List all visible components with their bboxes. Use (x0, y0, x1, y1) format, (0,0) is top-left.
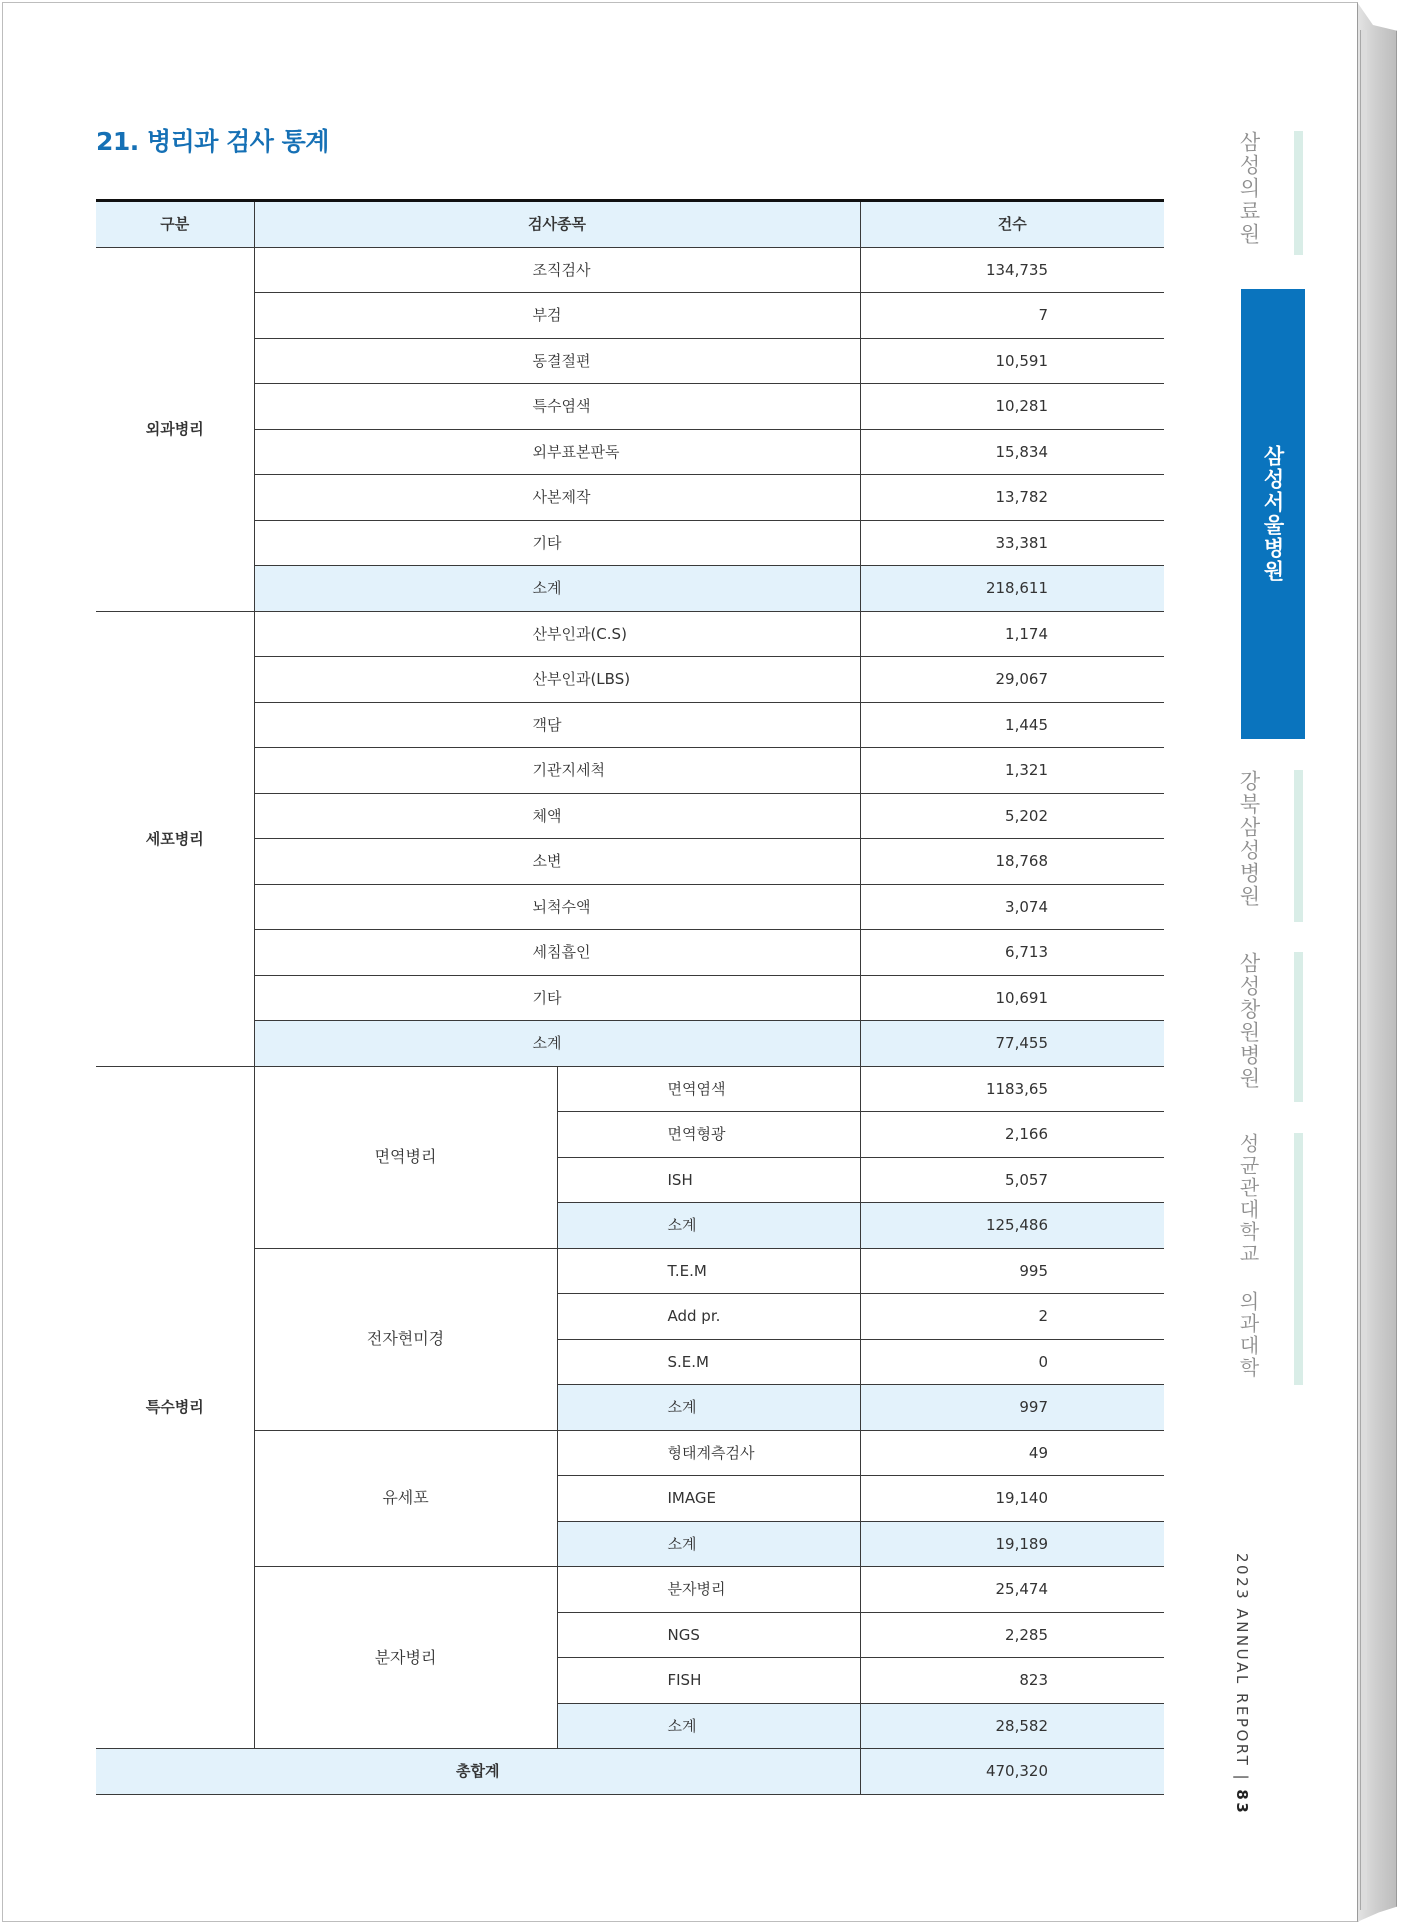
table-row (96, 793, 1164, 839)
item-cell: Add pr. (557, 1294, 860, 1340)
table-row (96, 839, 1164, 885)
item-cell: 산부인과(C.S) (254, 611, 860, 657)
item-cell: 면역형광 (557, 1112, 860, 1158)
table-row (96, 930, 1164, 976)
subcategory-label: 분자병리 (254, 1567, 557, 1749)
page-footer (1233, 1553, 1251, 1815)
subtotal-label: 소계 (557, 1385, 860, 1431)
count-cell: 2,166 (860, 1112, 1164, 1158)
side-tab-active[interactable] (1241, 289, 1305, 739)
item-cell: 동결절편 (254, 338, 860, 384)
subtotal-count: 218,611 (860, 566, 1164, 612)
page-number: 83 (1233, 1789, 1251, 1816)
table-row (96, 520, 1164, 566)
item-cell: 기타 (254, 520, 860, 566)
count-cell: 1,445 (860, 702, 1164, 748)
category-label: 외과병리 (96, 247, 254, 611)
item-cell: 객담 (254, 702, 860, 748)
item-cell: 면역염색 (557, 1066, 860, 1112)
count-cell: 6,713 (860, 930, 1164, 976)
side-tab-bar (1294, 1133, 1303, 1385)
table-row (96, 1430, 1164, 1476)
count-cell: 134,735 (860, 247, 1164, 293)
item-cell: 분자병리 (557, 1567, 860, 1613)
count-cell: 7 (860, 293, 1164, 339)
total-label: 총합계 (96, 1749, 860, 1795)
item-cell: 외부표본판독 (254, 429, 860, 475)
table-row (96, 611, 1164, 657)
item-cell: 기타 (254, 975, 860, 1021)
item-cell: T.E.M (557, 1248, 860, 1294)
table-row (96, 1248, 1164, 1294)
section-title: 21. 병리과 검사 통계 (96, 127, 329, 156)
table-row (96, 702, 1164, 748)
subtotal-label: 소계 (254, 566, 860, 612)
side-tab-bar (1294, 770, 1303, 922)
subcategory-label: 면역병리 (254, 1066, 557, 1248)
table-row (96, 884, 1164, 930)
subcategory-label: 전자현미경 (254, 1248, 557, 1430)
count-cell: 10,591 (860, 338, 1164, 384)
table-row (96, 338, 1164, 384)
count-cell: 823 (860, 1658, 1164, 1704)
page-stack-inner-edge (1360, 30, 1367, 1910)
category-label: 세포병리 (96, 611, 254, 1066)
count-cell: 25,474 (860, 1567, 1164, 1613)
item-cell: 세침흡인 (254, 930, 860, 976)
subtotal-count: 28,582 (860, 1703, 1164, 1749)
item-cell: 형태계측검사 (557, 1430, 860, 1476)
count-cell: 2 (860, 1294, 1164, 1340)
pathology-stats-table (96, 199, 1164, 1795)
count-cell: 15,834 (860, 429, 1164, 475)
side-tab-kangbuk-samsung-hospital[interactable]: 강북삼성병원 (1237, 770, 1261, 908)
count-cell: 1,174 (860, 611, 1164, 657)
item-cell: 뇌척수액 (254, 884, 860, 930)
count-cell: 2,285 (860, 1612, 1164, 1658)
table-row (96, 1567, 1164, 1613)
table-row (96, 1066, 1164, 1112)
count-cell: 3,074 (860, 884, 1164, 930)
count-cell: 5,057 (860, 1157, 1164, 1203)
subtotal-row (96, 1021, 1164, 1067)
header-category: 구분 (96, 201, 254, 248)
category-label: 특수병리 (96, 1066, 254, 1749)
report-title: 2023 ANNUAL REPORT (1233, 1553, 1251, 1768)
subtotal-row (96, 566, 1164, 612)
total-count: 470,320 (860, 1749, 1164, 1795)
count-cell: 10,691 (860, 975, 1164, 1021)
count-cell: 13,782 (860, 475, 1164, 521)
table-row (96, 293, 1164, 339)
table-row (96, 657, 1164, 703)
table-row (96, 429, 1164, 475)
count-cell: 19,140 (860, 1476, 1164, 1522)
subtotal-label: 소계 (557, 1521, 860, 1567)
footer-separator: | (1233, 1774, 1251, 1783)
count-cell: 29,067 (860, 657, 1164, 703)
count-cell: 49 (860, 1430, 1164, 1476)
count-cell: 33,381 (860, 520, 1164, 566)
side-tab-samsung-seoul-hospital: 삼성서울병원 (1261, 445, 1285, 583)
subtotal-label: 소계 (254, 1021, 860, 1067)
item-cell: 산부인과(LBS) (254, 657, 860, 703)
subtotal-count: 997 (860, 1385, 1164, 1431)
count-cell: 1183,65 (860, 1066, 1164, 1112)
side-tab-skku-medicine[interactable]: 성균관대학교 의과대학 (1236, 1133, 1260, 1379)
count-cell: 18,768 (860, 839, 1164, 885)
count-cell: 1,321 (860, 748, 1164, 794)
table-row (96, 748, 1164, 794)
side-tab-samsung-medical-center[interactable]: 삼성의료원 (1237, 131, 1261, 246)
item-cell: 기관지세척 (254, 748, 860, 794)
subtotal-count: 125,486 (860, 1203, 1164, 1249)
item-cell: FISH (557, 1658, 860, 1704)
count-cell: 10,281 (860, 384, 1164, 430)
side-tab-bar (1294, 131, 1303, 255)
count-cell: 0 (860, 1339, 1164, 1385)
table-row (96, 247, 1164, 293)
item-cell: 사본제작 (254, 475, 860, 521)
count-cell: 995 (860, 1248, 1164, 1294)
side-tab-bar (1294, 952, 1303, 1102)
item-cell: S.E.M (557, 1339, 860, 1385)
side-tab-samsung-changwon-hospital[interactable]: 삼성창원병원 (1237, 952, 1261, 1090)
subtotal-label: 소계 (557, 1203, 860, 1249)
table-row (96, 975, 1164, 1021)
item-cell: 특수염색 (254, 384, 860, 430)
table-row (96, 475, 1164, 521)
item-cell: ISH (557, 1157, 860, 1203)
subtotal-count: 19,189 (860, 1521, 1164, 1567)
header-item: 검사종목 (254, 201, 860, 248)
table-header-row (96, 201, 1164, 248)
item-cell: 조직검사 (254, 247, 860, 293)
subtotal-label: 소계 (557, 1703, 860, 1749)
table-row (96, 384, 1164, 430)
item-cell: IMAGE (557, 1476, 860, 1522)
total-row (96, 1749, 1164, 1795)
subcategory-label: 유세포 (254, 1430, 557, 1567)
item-cell: 소변 (254, 839, 860, 885)
count-cell: 5,202 (860, 793, 1164, 839)
subtotal-count: 77,455 (860, 1021, 1164, 1067)
item-cell: NGS (557, 1612, 860, 1658)
item-cell: 부검 (254, 293, 860, 339)
header-count: 건수 (860, 201, 1164, 248)
item-cell: 체액 (254, 793, 860, 839)
